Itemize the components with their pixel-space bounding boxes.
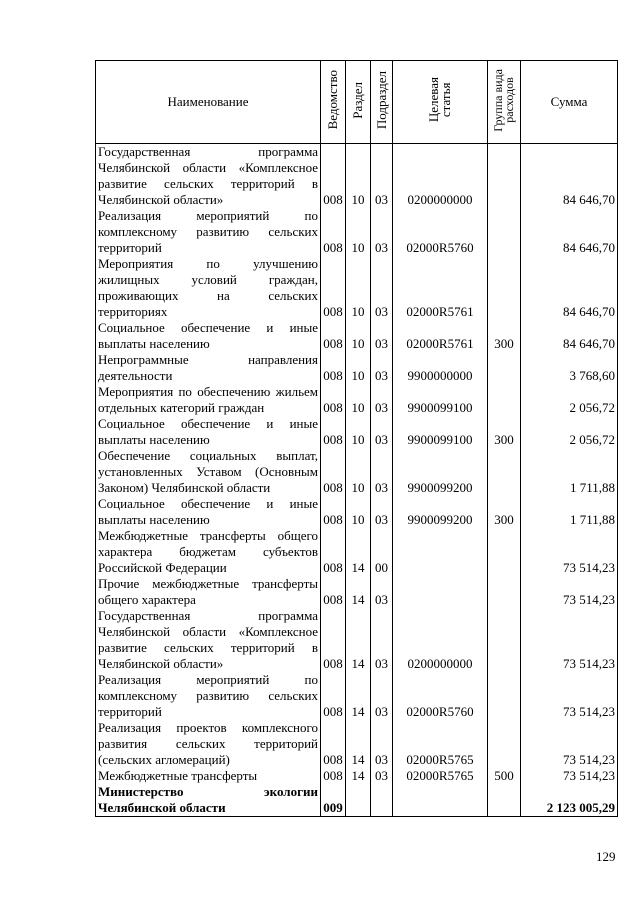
row-celevaya: 9900099100 <box>393 384 488 416</box>
row-vedomstvo: 008 <box>321 768 346 784</box>
row-celevaya: 02000R5761 <box>393 320 488 352</box>
row-name: Министерство экологии Челябинской области <box>96 784 321 817</box>
row-name: Социальное обеспечение и иные выплаты населению <box>96 416 321 448</box>
row-gruppa <box>488 352 521 384</box>
table-row <box>96 496 618 528</box>
row-podrazdel <box>371 784 393 817</box>
row-gruppa <box>488 448 521 496</box>
row-razdel: 10 <box>346 384 371 416</box>
row-gruppa <box>488 208 521 256</box>
row-razdel: 10 <box>346 496 371 528</box>
row-razdel: 10 <box>346 416 371 448</box>
header-celevaya-label: Целевая статья <box>426 77 453 123</box>
row-celevaya: 9900000000 <box>393 352 488 384</box>
row-summa: 1 711,88 <box>521 496 618 528</box>
header-gruppa-label: Группа вида расходов <box>491 68 516 132</box>
row-name: Межбюджетные трансферты общего характера бюджетам субъектов Российской Федерации <box>96 528 321 576</box>
row-summa: 73 514,23 <box>521 528 618 576</box>
table-body <box>96 144 618 817</box>
row-summa: 2 123 005,29 <box>521 784 618 817</box>
row-celevaya <box>393 784 488 817</box>
row-vedomstvo: 008 <box>321 720 346 768</box>
table-row <box>96 720 618 768</box>
table-row <box>96 448 618 496</box>
header-razdel-label: Раздел <box>350 81 365 119</box>
row-summa: 84 646,70 <box>521 256 618 320</box>
row-vedomstvo: 008 <box>321 608 346 672</box>
row-name: Государственная программа Челябинской области «Комплексное развитие сельских территорий в Челябинской области» <box>96 608 321 672</box>
row-razdel <box>346 784 371 817</box>
row-name: Прочие межбюджетные трансферты общего характера <box>96 576 321 608</box>
row-celevaya: 9900099100 <box>393 416 488 448</box>
row-gruppa: 300 <box>488 416 521 448</box>
row-razdel: 14 <box>346 720 371 768</box>
row-summa: 73 514,23 <box>521 672 618 720</box>
header-celevaya <box>393 61 488 144</box>
row-gruppa <box>488 608 521 672</box>
row-gruppa <box>488 720 521 768</box>
row-celevaya: 02000R5765 <box>393 768 488 784</box>
row-podrazdel: 03 <box>371 320 393 352</box>
row-summa: 84 646,70 <box>521 208 618 256</box>
row-vedomstvo: 009 <box>321 784 346 817</box>
row-gruppa: 300 <box>488 320 521 352</box>
row-name: Обеспечение социальных выплат, установленных Уставом (Основным Законом) Челябинской области <box>96 448 321 496</box>
row-celevaya: 02000R5765 <box>393 720 488 768</box>
table-row <box>96 208 618 256</box>
row-razdel: 10 <box>346 256 371 320</box>
row-podrazdel: 03 <box>371 496 393 528</box>
row-gruppa <box>488 256 521 320</box>
table-row <box>96 416 618 448</box>
row-name: Межбюджетные трансферты <box>96 768 321 784</box>
table-row <box>96 672 618 720</box>
table-row <box>96 384 618 416</box>
table-row <box>96 608 618 672</box>
row-vedomstvo: 008 <box>321 496 346 528</box>
row-podrazdel: 03 <box>371 672 393 720</box>
row-podrazdel: 03 <box>371 720 393 768</box>
row-razdel: 14 <box>346 768 371 784</box>
row-summa: 73 514,23 <box>521 576 618 608</box>
header-vedomstvo <box>321 61 346 144</box>
row-summa: 73 514,23 <box>521 768 618 784</box>
row-podrazdel: 00 <box>371 528 393 576</box>
row-name: Социальное обеспечение и иные выплаты населению <box>96 496 321 528</box>
row-vedomstvo: 008 <box>321 208 346 256</box>
row-razdel: 10 <box>346 320 371 352</box>
row-celevaya: 02000R5760 <box>393 208 488 256</box>
page-number: 129 <box>596 849 616 864</box>
row-podrazdel: 03 <box>371 768 393 784</box>
row-name: Непрограммные направления деятельности <box>96 352 321 384</box>
table-row <box>96 768 618 784</box>
row-summa: 3 768,60 <box>521 352 618 384</box>
row-vedomstvo: 008 <box>321 672 346 720</box>
row-summa: 84 646,70 <box>521 144 618 209</box>
row-gruppa <box>488 672 521 720</box>
row-gruppa <box>488 384 521 416</box>
row-name: Государственная программа Челябинской области «Комплексное развитие сельских территорий в Челябинской области» <box>96 144 321 209</box>
row-podrazdel: 03 <box>371 416 393 448</box>
budget-table <box>95 60 618 817</box>
table-row <box>96 256 618 320</box>
row-name: Мероприятия по улучшению жилищных условий граждан, проживающих на сельских территориях <box>96 256 321 320</box>
row-podrazdel: 03 <box>371 448 393 496</box>
row-celevaya: 0200000000 <box>393 608 488 672</box>
header-gruppa <box>488 61 521 144</box>
header-razdel <box>346 61 371 144</box>
row-razdel: 10 <box>346 448 371 496</box>
row-razdel: 14 <box>346 528 371 576</box>
table-row <box>96 144 618 209</box>
row-name: Реализация мероприятий по комплексному развитию сельских территорий <box>96 208 321 256</box>
row-summa: 84 646,70 <box>521 320 618 352</box>
header-podrazdel-label: Подраздел <box>373 70 389 130</box>
table-row <box>96 784 618 817</box>
row-vedomstvo: 008 <box>321 352 346 384</box>
row-summa: 2 056,72 <box>521 416 618 448</box>
row-vedomstvo: 008 <box>321 320 346 352</box>
row-name: Мероприятия по обеспечению жильем отдельных категорий граждан <box>96 384 321 416</box>
row-gruppa: 300 <box>488 496 521 528</box>
row-gruppa <box>488 576 521 608</box>
header-name: Наименование <box>96 61 321 144</box>
row-razdel: 14 <box>346 576 371 608</box>
row-vedomstvo: 008 <box>321 528 346 576</box>
row-celevaya <box>393 528 488 576</box>
row-summa: 2 056,72 <box>521 384 618 416</box>
table-row <box>96 320 618 352</box>
row-gruppa: 500 <box>488 768 521 784</box>
row-celevaya <box>393 576 488 608</box>
row-podrazdel: 03 <box>371 352 393 384</box>
row-gruppa <box>488 784 521 817</box>
row-name: Реализация проектов комплексного развития сельских территорий (сельских агломераций) <box>96 720 321 768</box>
header-summa: Сумма <box>521 61 618 144</box>
row-razdel: 10 <box>346 352 371 384</box>
row-name: Реализация мероприятий по комплексному развитию сельских территорий <box>96 672 321 720</box>
row-razdel: 10 <box>346 208 371 256</box>
row-gruppa <box>488 528 521 576</box>
row-summa: 1 711,88 <box>521 448 618 496</box>
table-row <box>96 528 618 576</box>
row-celevaya: 9900099200 <box>393 448 488 496</box>
row-podrazdel: 03 <box>371 576 393 608</box>
row-vedomstvo: 008 <box>321 144 346 209</box>
row-razdel: 14 <box>346 608 371 672</box>
row-celevaya: 0200000000 <box>393 144 488 209</box>
row-summa: 73 514,23 <box>521 720 618 768</box>
table-row <box>96 576 618 608</box>
row-podrazdel: 03 <box>371 144 393 209</box>
row-podrazdel: 03 <box>371 208 393 256</box>
row-vedomstvo: 008 <box>321 416 346 448</box>
row-vedomstvo: 008 <box>321 256 346 320</box>
row-celevaya: 9900099200 <box>393 496 488 528</box>
row-summa: 73 514,23 <box>521 608 618 672</box>
row-podrazdel: 03 <box>371 256 393 320</box>
row-vedomstvo: 008 <box>321 576 346 608</box>
header-vedomstvo-label: Ведомство <box>325 70 340 130</box>
row-name: Социальное обеспечение и иные выплаты населению <box>96 320 321 352</box>
row-gruppa <box>488 144 521 209</box>
row-podrazdel: 03 <box>371 384 393 416</box>
table-header <box>96 61 618 144</box>
table-row <box>96 352 618 384</box>
header-podrazdel <box>371 61 393 144</box>
row-vedomstvo: 008 <box>321 448 346 496</box>
row-razdel: 10 <box>346 144 371 209</box>
row-razdel: 14 <box>346 672 371 720</box>
row-podrazdel: 03 <box>371 608 393 672</box>
row-vedomstvo: 008 <box>321 384 346 416</box>
row-celevaya: 02000R5760 <box>393 672 488 720</box>
row-celevaya: 02000R5761 <box>393 256 488 320</box>
